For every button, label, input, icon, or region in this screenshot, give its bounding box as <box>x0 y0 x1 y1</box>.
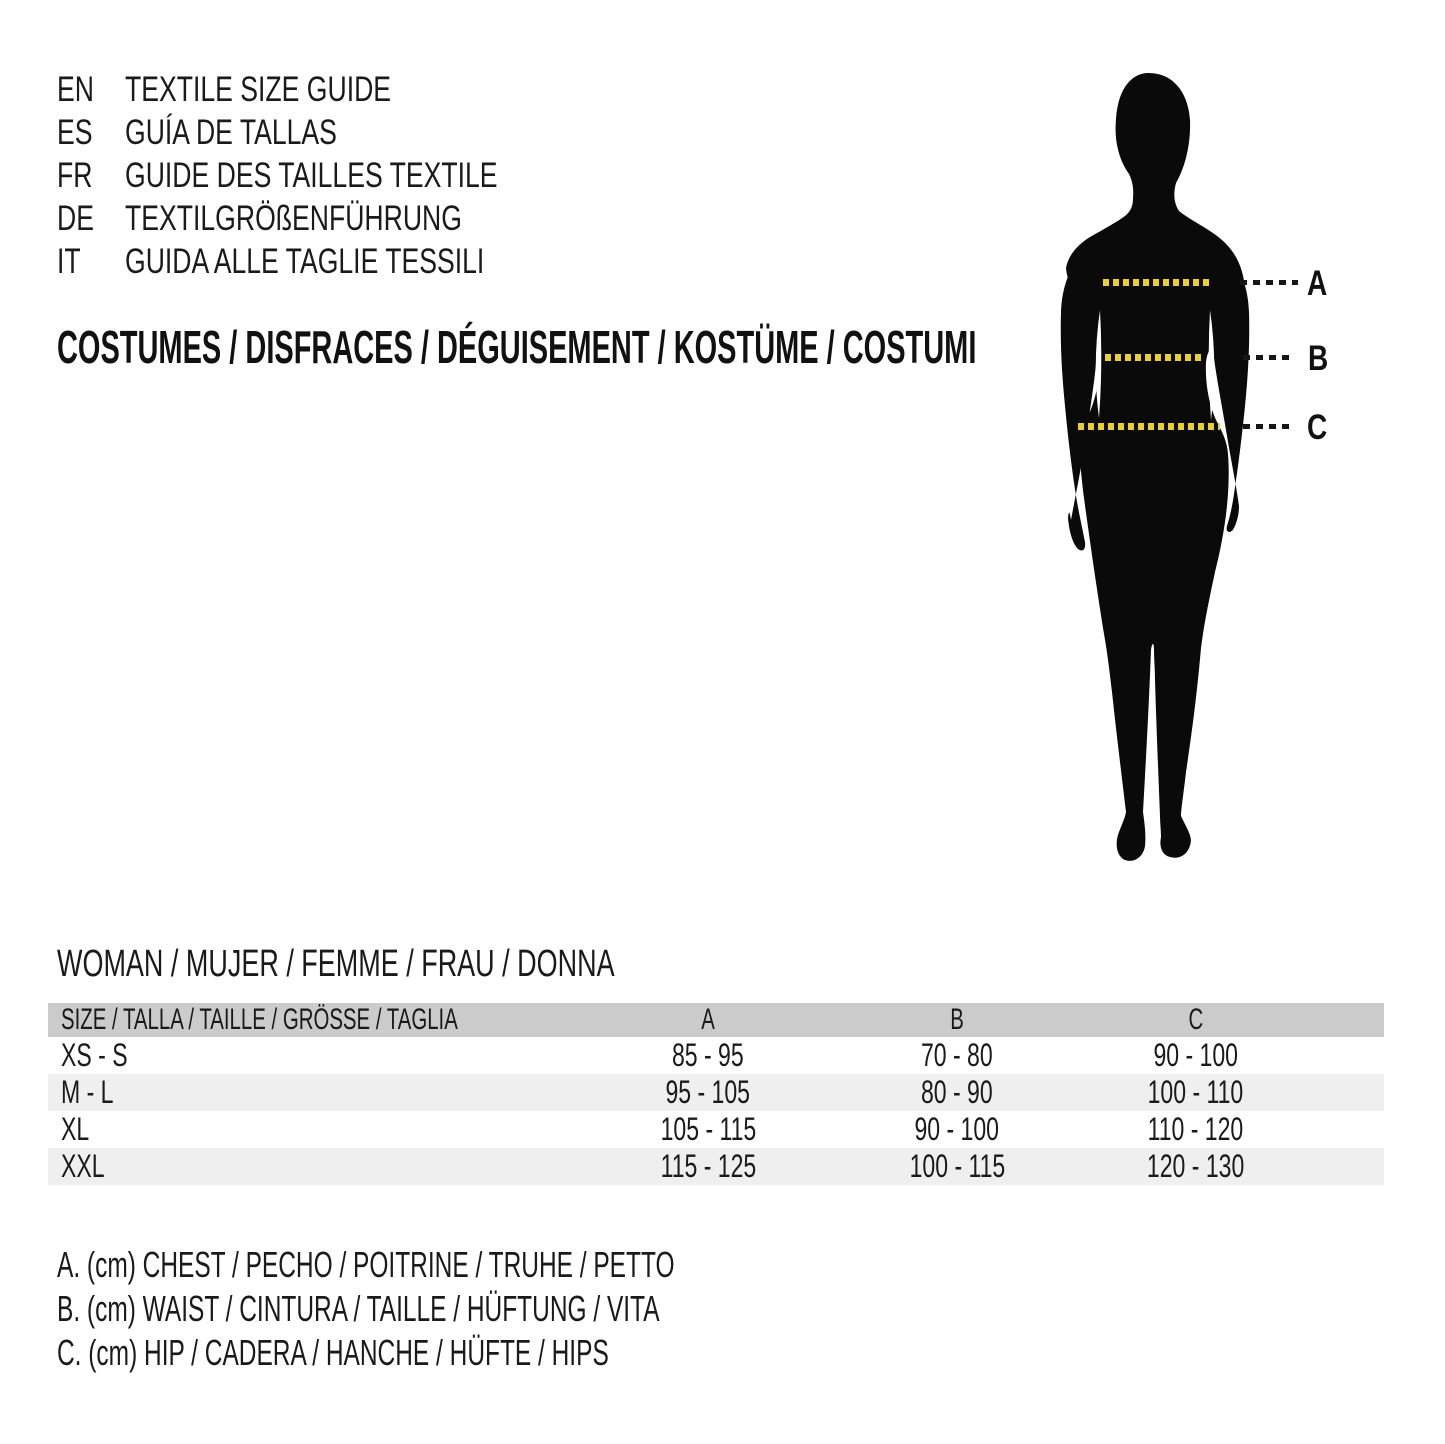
value-cell-c: 110 - 120 <box>1147 1111 1244 1147</box>
language-code: FR <box>57 156 93 195</box>
value-cell-a: 85 - 95 <box>672 1037 744 1073</box>
spacer-cell <box>1311 1148 1385 1185</box>
table-row-m-l <box>48 1074 1384 1111</box>
marker-label-c: C <box>1307 408 1328 447</box>
measure-line-hip <box>1078 423 1220 430</box>
column-header-b: B <box>950 1003 964 1036</box>
legend-line-b: B. (cm) WAIST / CINTURA / TAILLE / HÜFTUNG / VITA <box>57 1288 660 1329</box>
table-row-xl <box>48 1111 1384 1148</box>
spacer-cell <box>1311 1037 1385 1074</box>
size-cell: XXL <box>61 1148 105 1184</box>
leader-line-b <box>1243 355 1295 360</box>
size-cell: XS - S <box>61 1037 128 1073</box>
language-title: TEXTILE SIZE GUIDE <box>125 70 392 109</box>
spacer-cell <box>1311 1111 1385 1148</box>
size-cell: XL <box>61 1111 90 1147</box>
value-cell-c: 100 - 110 <box>1147 1074 1244 1110</box>
leader-line-c <box>1243 424 1295 429</box>
column-header-spacer <box>1311 1003 1385 1037</box>
language-title: TEXTILGRÖßENFÜHRUNG <box>125 199 462 238</box>
legend-line-c: C. (cm) HIP / CADERA / HANCHE / HÜFTE / HIPS <box>57 1332 609 1373</box>
woman-section-title: WOMAN / MUJER / FEMME / FRAU / DONNA <box>57 943 615 985</box>
legend-line-a: A. (cm) CHEST / PECHO / POITRINE / TRUHE / PETTO <box>57 1244 675 1285</box>
value-cell-b: 80 - 90 <box>921 1074 994 1110</box>
value-cell-a: 105 - 115 <box>660 1111 756 1147</box>
column-header-c: C <box>1188 1003 1203 1036</box>
spacer-cell <box>1311 1074 1385 1111</box>
measurement-legend <box>57 1243 965 1375</box>
woman-silhouette-figure <box>1055 70 1255 870</box>
silhouette-body <box>1066 73 1245 861</box>
value-cell-b: 90 - 100 <box>914 1111 1000 1147</box>
table-row-xs-s <box>48 1037 1384 1074</box>
measure-line-chest <box>1103 279 1213 286</box>
value-cell-c: 120 - 130 <box>1146 1148 1245 1184</box>
language-title: GUIDE DES TAILLES TEXTILE <box>125 156 498 195</box>
value-cell-b: 70 - 80 <box>921 1037 994 1073</box>
table-row-xxl <box>48 1148 1384 1185</box>
size-cell: M - L <box>61 1074 114 1110</box>
size-table <box>48 1003 1384 1185</box>
language-code: IT <box>57 242 81 281</box>
marker-label-b: B <box>1308 339 1329 378</box>
measure-line-waist <box>1105 354 1205 361</box>
value-cell-a: 115 - 125 <box>660 1148 756 1184</box>
size-table-header-row <box>48 1003 1384 1037</box>
column-header-a: A <box>701 1003 715 1036</box>
language-code: ES <box>57 113 93 152</box>
marker-label-a: A <box>1307 264 1328 303</box>
value-cell-a: 95 - 105 <box>665 1074 751 1110</box>
language-code: EN <box>57 70 94 109</box>
woman-silhouette-svg <box>1055 70 1255 870</box>
value-cell-c: 90 - 100 <box>1153 1037 1238 1073</box>
category-heading: COSTUMES / DISFRACES / DÉGUISEMENT / KOSTÜME / COSTUMI <box>57 321 977 373</box>
language-title: GUIDA ALLE TAGLIE TESSILI <box>125 242 485 281</box>
size-header-cell: SIZE / TALLA / TAILLE / GRÖSSE / TAGLIA <box>61 1003 458 1036</box>
leader-line-a <box>1240 280 1298 285</box>
value-cell-b: 100 - 115 <box>909 1148 1005 1184</box>
language-title: GUÍA DE TALLAS <box>125 113 337 152</box>
language-code: DE <box>57 199 94 238</box>
